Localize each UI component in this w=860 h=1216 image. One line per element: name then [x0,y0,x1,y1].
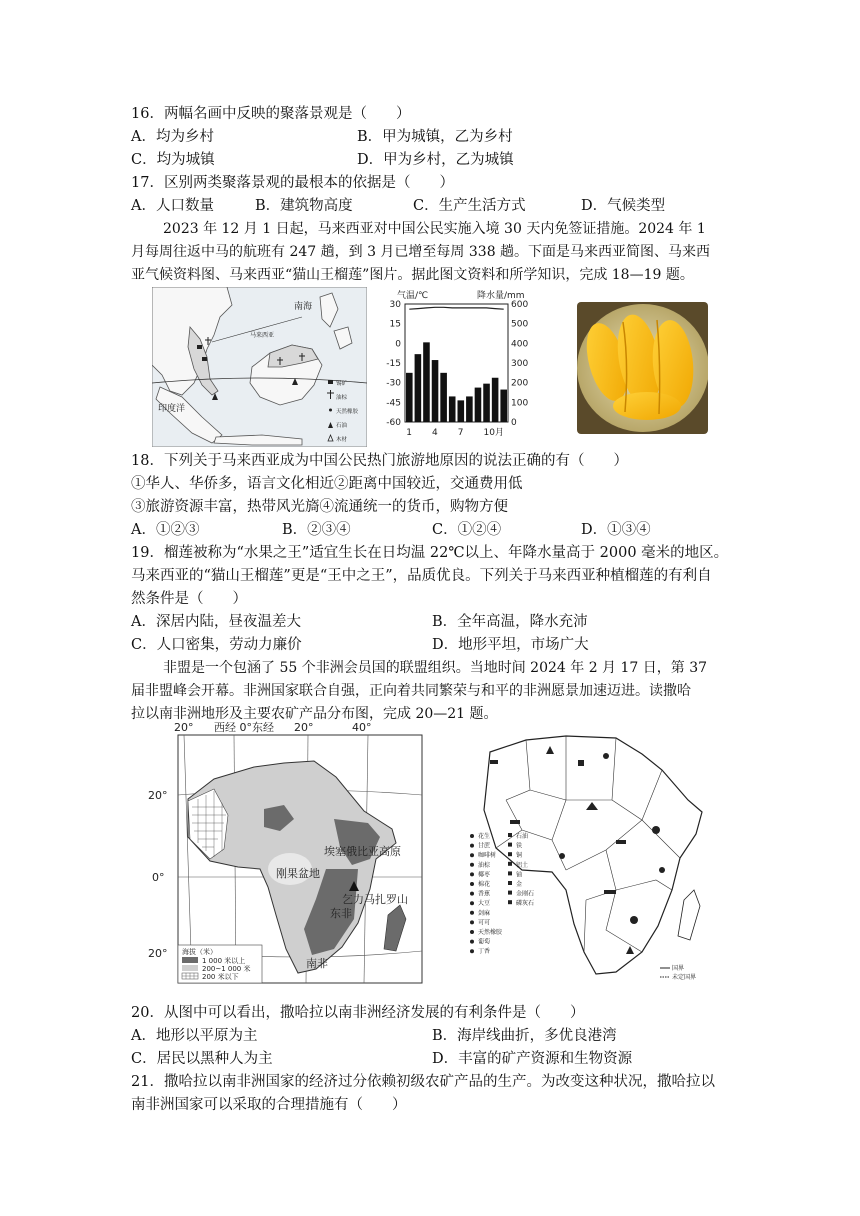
mineral-product-icon [508,862,512,866]
precipitation-bar [500,390,507,422]
agri-product-icon [470,853,474,857]
agri-product-legend-item: 咖啡树 [478,852,497,860]
legend-timber: 木材 [336,437,348,443]
mineral-product-legend-item: 金 [516,881,523,888]
south-china-sea-label: 南海 [294,302,313,312]
q18-option-d: D．①③④ [581,522,651,538]
precipitation-tick-label: 100 [511,398,529,409]
temperature-tick-label: -60 [386,418,401,428]
peanut-marker-icon [559,853,565,859]
legend-below-200: 200 米以下 [202,973,239,981]
passage2-line3: 拉以南非洲地形及主要农矿产品分布图，完成 20—21 题。 [131,706,498,722]
latitude-label-20n: 20° [148,789,168,802]
agri-product-legend-item: 天然橡胶 [478,929,503,936]
agri-product-legend-item: 香蕉 [478,890,491,898]
mineral-product-legend-item: 铀 [516,871,523,879]
temperature-axis-title: 气温/℃ [397,291,429,301]
east-africa-label: 东非 [330,907,352,920]
q19-option-a: A．深居内陆，昼夜温差大 [131,614,301,630]
q18-stem: 18．下列关于马来西亚成为中国公民热门旅游地原因的说法正确的有（ ） [131,453,628,469]
temperature-tick-label: 15 [389,319,401,330]
mineral-product-icon [508,833,512,837]
q18-option-c: C．①②④ [432,522,502,538]
legend-undefined-border: 未定国界 [672,974,697,981]
durian-photo [577,302,708,434]
q19-line2: 马来西亚的“猫山王榴莲”更是“王中之王”，品质优良。下列关于马来西亚种植榴莲的有利自 [131,568,712,584]
legend-rubber: 天然橡胶 [336,409,359,415]
q17-stem: 17．区别两类聚落景观的最根本的依据是（ ） [131,175,454,191]
tin-marker-icon [202,357,207,361]
agri-product-icon [470,863,474,867]
cotton-marker-icon [603,753,609,759]
precipitation-bar [458,400,465,422]
passage1-line3: 亚气候资料图、马来西亚“猫山王榴莲”图片。据此图文资料和所学知识，完成 18—19 题。 [131,267,694,283]
legend-200-1000: 200~1 000 米 [202,965,251,973]
q19-stem: 19．榴莲被称为“水果之王”适宜生长在日均温 22℃以上、年降水量高于 2000 毫米的地区。 [131,545,729,561]
agri-product-icon [470,882,474,886]
longitude-label-20e: 20° [294,721,314,734]
agri-product-legend-item: 剑麻 [478,909,491,917]
latitude-label-0: 0° [152,871,165,884]
latitude-label-20s: 20° [148,947,168,960]
agri-product-icon [470,872,474,876]
q20-option-d: D．丰富的矿产资源和生物资源 [432,1051,633,1067]
agri-product-icon [470,834,474,838]
q21-line2: 南非洲国家可以采取的合理措施有（ ） [131,1097,407,1113]
sugarcane-marker-icon [510,820,520,824]
precipitation-tick-label: 600 [511,300,529,310]
precipitation-tick-label: 200 [511,378,529,389]
q20-stem: 20．从图中可以看出，撒哈拉以南非洲经济发展的有利条件是（ ） [131,1005,585,1021]
precipitation-bar [466,396,473,422]
agri-product-icon [470,920,474,924]
agri-product-legend-item: 丁香 [478,948,491,956]
agri-product-legend-item: 大豆 [478,900,491,908]
agri-product-icon [470,930,474,934]
q16-option-a: A．均为乡村 [131,129,214,145]
mineral-product-legend-item: 铝土 [516,861,529,869]
agri-product-icon [470,901,474,905]
agri-product-legend-item: 可可 [478,919,491,927]
precipitation-bar [475,388,482,422]
mineral-product-legend-item: 石油 [516,833,529,840]
malaysia-label: 马来西亚 [250,332,275,339]
longitude-label-0: 西经 0°东经 [214,721,274,734]
temperature-tick-label: 30 [389,300,401,310]
legend-petroleum: 石油 [336,423,348,429]
agri-product-legend-item: 葡萄 [478,938,491,946]
precipitation-tick-label: 400 [511,339,529,350]
agri-product-icon [470,911,474,915]
agri-product-legend-item: 油棕 [478,861,491,869]
bauxite-marker-icon [616,840,626,844]
q19-option-c: C．人口密集，劳动力廉价 [131,637,302,653]
precipitation-bar [406,373,413,422]
q17-option-a: A．人口数量 [131,198,214,214]
oil-marker-icon [490,760,498,764]
mineral-product-icon [508,852,512,856]
q18-line2: ①华人、华侨多，语言文化相近②距离中国较近，交通费用低 [131,476,523,492]
south-africa-label: 南非 [306,957,328,970]
passage1-line2: 月每周往返中马的航班有 247 趟，到 3 月已增至每周 338 趟。下面是马来西亚简图、马来西 [131,244,711,260]
q19-option-d: D．地形平坦，市场广大 [432,637,589,653]
q17-option-b: B．建筑物高度 [255,198,353,214]
altitude-legend-title: 海拔（米） [182,948,217,956]
coffee-marker-icon [659,867,665,873]
agri-product-icon [470,940,474,944]
tin-marker-icon [197,345,202,349]
legend-tin: 锡矿 [336,381,348,387]
mineral-product-icon [508,891,512,895]
passage2-line2: 届非盟峰会开幕。非洲国家联合自强，正向着共同繁荣与和平的非洲愿景加速迈进。读撒哈 [131,683,691,699]
longitude-label-40e: 40° [352,721,372,734]
temperature-tick-label: -30 [386,378,401,389]
q18-option-b: B．②③④ [282,522,351,538]
mineral-product-icon [508,871,512,875]
mineral-product-icon [508,900,512,904]
mineral-product-legend-item: 金刚石 [516,890,535,898]
mineral-product-icon [508,881,512,885]
precipitation-bar [440,373,447,422]
q18-line3: ③旅游资源丰富，热带风光旖④流通统一的货币，购物方便 [131,499,508,515]
africa-products-map [466,730,724,986]
mineral-product-legend-item: 铁 [516,842,523,850]
passage1-line1: 2023 年 12 月 1 日起，马来西亚对中国公民实施入境 30 天内免签证措施。2024 年 1 [163,221,706,237]
agri-product-icon [470,892,474,896]
month-tick-label: 10月 [483,428,504,438]
agri-product-icon [470,844,474,848]
agri-product-legend-item: 棉花 [478,881,491,888]
precipitation-bar [415,354,422,422]
agri-product-icon [470,949,474,953]
precipitation-axis-title: 降水量/mm [477,291,525,301]
precipitation-bar [492,378,499,422]
uranium-marker-icon [578,760,584,766]
month-tick-label: 1 [406,428,413,438]
climate-chart [377,287,552,447]
congo-basin-label: 刚果盆地 [276,867,320,880]
mineral-product-legend-item: 铜 [516,852,523,860]
precipitation-tick-label: 300 [511,359,529,369]
q20-option-a: A．地形以平原为主 [131,1028,258,1044]
q20-option-c: C．居民以黑种人为主 [131,1051,273,1067]
temperature-tick-label: -15 [386,359,401,369]
longitude-label-20w: 20° [174,721,194,734]
q18-option-a: A．①②③ [131,522,200,538]
legend-oil-palm: 油棕 [336,395,348,401]
temperature-tick-label: -45 [386,398,401,409]
q16-stem: 16．两幅名画中反映的聚落景观是（ ） [131,106,411,122]
q19-line3: 然条件是（ ） [131,591,247,607]
indian-ocean-label: 印度洋 [158,404,186,414]
q17-option-d: D．气候类型 [581,198,666,214]
legend-above-1000: 1 000 米以上 [202,957,246,965]
gold-marker-icon [604,890,616,894]
copper-marker-icon [652,826,660,834]
month-tick-label: 7 [457,428,464,438]
precipitation-bar [449,396,456,422]
q20-option-b: B．海岸线曲折，多优良港湾 [432,1028,617,1044]
precipitation-bar [432,360,439,422]
malaysia-map [152,287,367,447]
q17-option-c: C．生产生活方式 [413,198,526,214]
temperature-tick-label: 0 [395,339,401,350]
agri-product-legend-item: 花生 [478,833,491,840]
q21-stem: 21．撒哈拉以南非洲国家的经济过分依赖初级农矿产品的生产。为改变这种状况，撒哈拉以 [131,1074,715,1090]
precipitation-bar [423,342,430,422]
mineral-product-icon [508,843,512,847]
ethiopian-highlands-label: 埃塞俄比亚高原 [324,845,401,858]
q16-option-d: D．甲为乡村，乙为城镇 [357,152,514,168]
agri-product-legend-item: 椰枣 [478,871,491,879]
mineral-product-legend-item: 磷灰石 [516,900,535,908]
precipitation-bar [483,384,490,422]
passage2-line1: 非盟是一个包涵了 55 个非洲会员国的联盟组织。当地时间 2024 年 2 月 17 日，第 37 [163,660,708,676]
q16-option-b: B．甲为城镇，乙为乡村 [357,129,513,145]
rubber-icon [329,409,332,412]
kilimanjaro-label: 乞力马扎罗山 [342,893,408,906]
q16-option-c: C．均为城镇 [131,152,215,168]
q19-option-b: B．全年高温，降水充沛 [432,614,588,630]
africa-terrain-map [144,719,434,987]
month-tick-label: 4 [432,428,438,438]
agri-product-legend-item: 甘蔗 [478,842,491,850]
precipitation-tick-label: 0 [511,418,517,428]
tin-icon [328,380,333,384]
precipitation-tick-label: 500 [511,319,529,330]
legend-national-border: 国界 [672,965,685,972]
diamond-marker-icon [630,916,638,924]
